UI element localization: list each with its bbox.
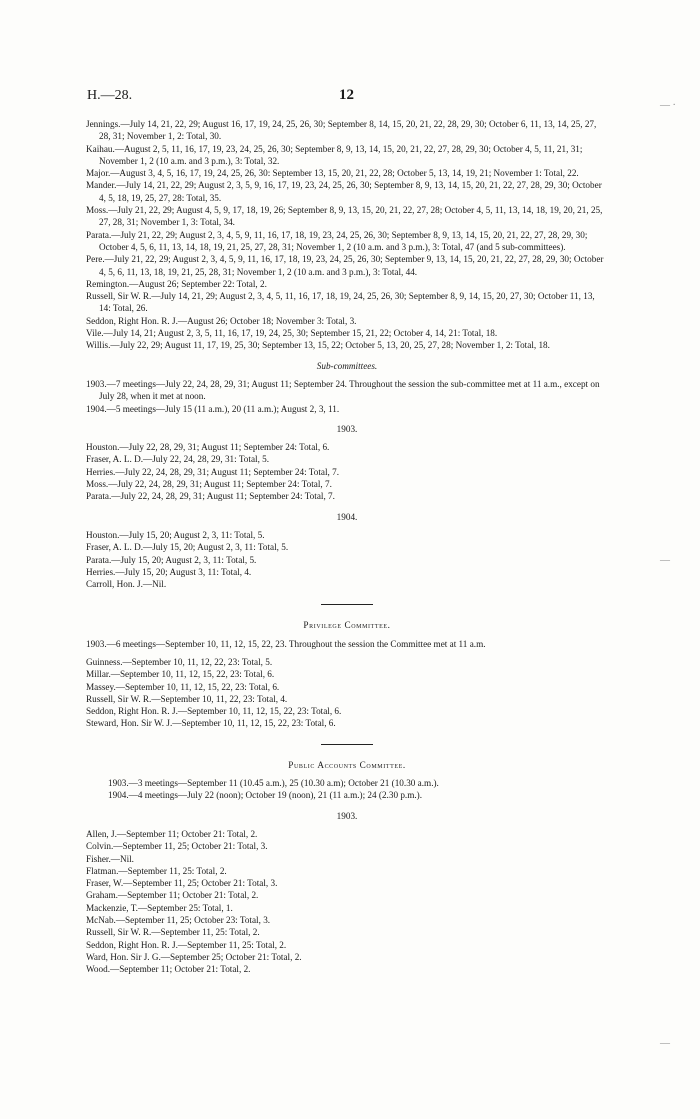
subcommittee-entry: Fraser, A. L. D.—July 22, 24, 28, 29, 31: Total, 5.	[86, 454, 270, 465]
public-accounts-entry: Colvin.—September 11, 25; October 21: Total, 3.	[86, 841, 268, 852]
privilege-entry: Russell, Sir W. R.—September 10, 11, 22, 23: Total, 4.	[86, 693, 288, 704]
subcommittee-entry: Moss.—July 22, 24, 28, 29, 31; August 11; September 24: Total, 7.	[86, 479, 332, 490]
public-accounts-entry: Wood.—September 11; October 21: Total, 2.	[86, 964, 251, 975]
public-accounts-entry: Fisher.—Nil.	[86, 853, 134, 864]
margin-mark-icon: —	[660, 555, 670, 566]
attendance-entry: Kaihau.—August 2, 5, 11, 16, 17, 19, 23, 24, 25, 26, 30; September 8, 9, 13, 14, 15, 20, 21, 22, 27, 28, 29, 30; October 4, 5, 11, 21, 31; November 1, 2 (10 a.m. and 3 p.m.), 3: Total, 32.	[86, 143, 583, 166]
public-accounts-entry: Allen, J.—September 11; October 21: Total, 2.	[86, 828, 258, 839]
public-accounts-entry: Flatman.—September 11, 25: Total, 2.	[86, 865, 227, 876]
public-accounts-entry: McNab.—September 11, 25; October 23: Total, 3.	[86, 915, 271, 926]
subcommittees-heading: Sub-committees.	[316, 360, 378, 371]
attendance-entry: Russell, Sir W. R.—July 14, 21, 29; August 2, 3, 4, 5, 11, 16, 17, 18, 19, 24, 25, 26, 30; September 8, 9, 14, 15, 20, 27, 30; October 11, 13, 14: Total, 26.	[86, 291, 595, 314]
attendance-entry: Pere.—July 21, 22, 29; August 2, 3, 4, 5, 9, 11, 16, 17, 18, 19, 23, 24, 25, 26, 30; September 9, 13, 14, 15, 20, 21, 22, 27, 28, 29, 30; October 4, 5, 6, 11, 13, 18, 19, 21, 25, 28, 31; November 1, 2 (10 a.m. and 3 p.m.), 3: Total, 44.	[86, 254, 604, 277]
margin-mark-icon: —	[660, 1038, 670, 1049]
privilege-entry: Massey.—September 10, 11, 12, 15, 22, 23: Total, 6.	[86, 681, 280, 692]
public-accounts-entry: Ward, Hon. Sir J. G.—September 25; October 21: Total, 2.	[86, 951, 302, 962]
subcommittee-entry: Parata.—July 15, 20; August 2, 3, 11: Total, 5.	[86, 554, 257, 565]
page-number: 12	[339, 87, 354, 103]
public-accounts-intro-1904: 1904.—4 meetings—July 22 (noon); October 19 (noon), 21 (11 a.m.); 24 (2.30 p.m.).	[108, 790, 423, 801]
privilege-entry: Guinness.—September 10, 11, 12, 22, 23: Total, 5.	[86, 656, 273, 667]
public-accounts-entry: Graham.—September 11; October 21: Total, 2.	[86, 890, 259, 901]
public-accounts-entry: Fraser, W.—September 11, 25; October 21: Total, 3.	[86, 878, 278, 889]
attendance-entry: Moss.—July 21, 22, 29; August 4, 5, 9, 17, 18, 19, 26; September 8, 9, 13, 15, 20, 21, 22, 27, 28; October 4, 5, 11, 13, 14, 18, 19, 20, 21, 25, 27, 28, 31; November 1, 3: Total, 34.	[86, 205, 603, 228]
attendance-entry: Remington.—August 26; September 22: Total, 2.	[86, 278, 267, 289]
attendance-entry: Seddon, Right Hon. R. J.—August 26; October 18; November 3: Total, 3.	[86, 315, 357, 326]
privilege-entry: Seddon, Right Hon. R. J.—September 10, 11, 12, 15, 22, 23: Total, 6.	[86, 706, 342, 717]
document-body	[86, 118, 608, 976]
subcommittees-intro-1904: 1904.—5 meetings—July 15 (11 a.m.), 20 (11 a.m.); August 2, 3, 11.	[86, 403, 340, 414]
year-heading-1903: 1903.	[336, 423, 358, 434]
year-heading-1904: 1904.	[336, 511, 358, 522]
privilege-entry: Steward, Hon. Sir W. J.—September 10, 11, 12, 15, 22, 23: Total, 6.	[86, 718, 336, 729]
members-attendance-list	[86, 118, 608, 352]
privilege-entry: Millar.—September 10, 11, 12, 15, 22, 23: Total, 6.	[86, 669, 275, 680]
margin-mark-icon: — ·	[660, 100, 676, 111]
public-accounts-entry: Russell, Sir W. R.—September 11, 25: Total, 2.	[86, 927, 260, 938]
subcommittee-entry: Houston.—July 22, 28, 29, 31; August 11; September 24: Total, 6.	[86, 442, 330, 453]
subcommittee-entry: Parata.—July 22, 24, 28, 29, 31; August 11; September 24: Total, 7.	[86, 491, 335, 502]
public-accounts-entry: Mackenzie, T.—September 25: Total, 1.	[86, 902, 233, 913]
attendance-entry: Jennings.—July 14, 21, 22, 29; August 16, 17, 19, 24, 25, 26, 30; September 8, 14, 15, 20, 21, 22, 28, 29, 30; October 6, 11, 13, 14, 25, 27, 28, 31; November 1, 2: Total, 30.	[86, 119, 597, 142]
public-accounts-heading: Public Accounts Committee.	[288, 759, 406, 770]
subcommittee-entry: Herries.—July 15, 20; August 3, 11: Total, 4.	[86, 566, 252, 577]
public-accounts-intro-1903: 1903.—3 meetings—September 11 (10.45 a.m.), 25 (10.30 a.m); October 21 (10.30 a.m.).	[108, 778, 439, 789]
page-header	[87, 88, 630, 108]
public-accounts-year-1903: 1903.	[336, 810, 358, 821]
public-accounts-entry: Seddon, Right Hon. R. J.—September 11, 25: Total, 2.	[86, 939, 287, 950]
subcommittee-entry: Houston.—July 15, 20; August 2, 3, 11: Total, 5.	[86, 529, 265, 540]
privilege-intro: 1903.—6 meetings—September 10, 11, 12, 15, 22, 23. Throughout the session the Committee met at 11 a.m.	[86, 638, 486, 649]
attendance-entry: Mander.—July 14, 21, 22, 29; August 2, 3, 5, 9, 16, 17, 19, 23, 24, 25, 26, 30; September 8, 9, 13, 14, 15, 20, 21, 22, 27, 28, 29, 30; October 4, 5, 18, 19, 25, 27, 28: Total, 35.	[86, 180, 602, 203]
attendance-entry: Vile.—July 14, 21; August 2, 3, 5, 11, 16, 17, 19, 24, 25, 30; September 15, 21, 22; October 4, 14, 21: Total, 18.	[86, 328, 498, 339]
subcommittee-entry: Carroll, Hon. J.—Nil.	[86, 579, 167, 590]
subcommittee-entry: Fraser, A. L. D.—July 15, 20; August 2, 3, 11: Total, 5.	[86, 542, 289, 553]
attendance-entry: Parata.—July 21, 22, 29; August 2, 3, 4, 5, 9, 11, 16, 17, 18, 19, 23, 24, 25, 26, 30; September 8, 9, 13, 14, 15, 20, 21, 22, 27, 28, 29, 30; October 4, 5, 6, 11, 13, 14, 18, 19, 21, 25, 27, 28, 31; November 1, 2 (10 a.m. and 3 p.m.), 3: Total, 47 (and 5 sub-committees).	[86, 229, 588, 252]
subcommittees-intro-1903: 1903.—7 meetings—July 22, 24, 28, 29, 31; August 11; September 24. Throughout the session the sub-committee met at 11 a.m., except on July 28, when it met at noon.	[86, 378, 600, 402]
subcommittee-entry: Herries.—July 22, 24, 28, 29, 31; August 11; September 24: Total, 7.	[86, 466, 340, 477]
document-reference: H.—28.	[87, 88, 133, 103]
attendance-entry: Major.—August 3, 4, 5, 16, 17, 19, 24, 25, 26, 30: September 13, 15, 20, 21, 22, 28; October 5, 13, 14, 19, 21; November 1: Total, 22.	[86, 168, 579, 179]
privilege-committee-heading: Privilege Committee.	[303, 620, 391, 631]
attendance-entry: Willis.—July 22, 29; August 11, 17, 19, 25, 30; September 13, 15, 22; October 5, 13, 20, 25, 27, 28; November 1, 2: Total, 18.	[86, 340, 550, 351]
